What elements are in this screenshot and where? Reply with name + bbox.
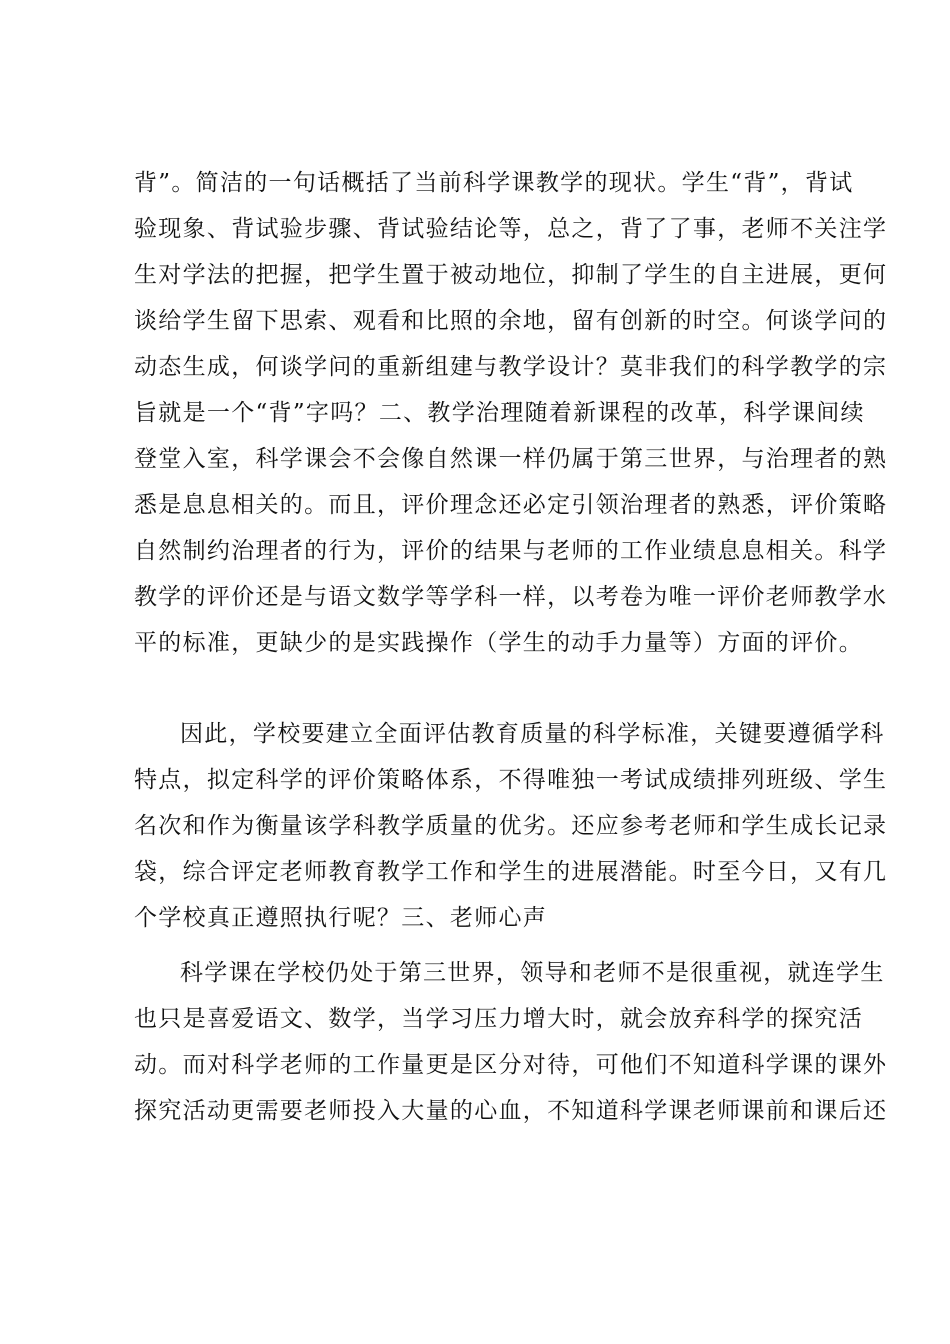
text-line: 也只是喜爱语文、数学，当学习压力增大时，就会放弃科学的探究活 [134,1006,863,1032]
text-line: 动。而对科学老师的工作量更是区分对待，可他们不知道科学课的课外 [134,1052,888,1078]
text-line: 名次和作为衡量该学科教学质量的优劣。还应参考老师和学生成长记录 [134,813,888,839]
text-line: 谈给学生留下思索、观看和比照的余地，留有创新的时空。何谈学问的 [134,308,888,334]
text-line: 个学校真正遵照执行呢？三、老师心声 [134,905,548,931]
paragraph-2 [134,711,888,941]
text-line: 自然制约治理者的行为，评价的结果与老师的工作业绩息息相关。科学 [134,538,888,564]
paragraph-1 [134,160,888,666]
text-line: 动态生成，何谈学问的重新组建与教学设计？莫非我们的科学教学的宗 [134,354,888,380]
text-line: 验现象、背试验步骤、背试验结论等，总之，背了了事，老师不关注学 [134,216,888,242]
text-line: 探究活动更需要老师投入大量的心血，不知道科学课老师课前和课后还 [134,1098,888,1124]
text-line: 生对学法的把握，把学生置于被动地位，抑制了学生的自主进展，更何 [134,262,888,288]
text-line: 科学课在学校仍处于第三世界，领导和老师不是很重视，就连学生 [180,960,885,986]
text-line: 平的标准，更缺少的是实践操作（学生的动手力量等）方面的评价。 [134,630,863,656]
text-line: 教学的评价还是与语文数学等学科一样，以考卷为唯一评价老师教学水 [134,584,888,610]
text-line: 登堂入室，科学课会不会像自然课一样仍属于第三世界，与治理者的熟 [134,446,888,472]
text-line: 旨就是一个“背”字吗？二、教学治理随着新课程的改革，科学课间续 [134,400,865,426]
text-line: 特点，拟定科学的评价策略体系，不得唯独一考试成绩排列班级、学生 [134,767,888,793]
text-line: 背”。简洁的一句话概括了当前科学课教学的现状。学生“背”，背试 [134,170,854,196]
text-line: 悉是息息相关的。而且，评价理念还必定引领治理者的熟悉，评价策略 [134,492,888,518]
paragraph-3 [134,950,888,1134]
text-line: 因此，学校要建立全面评估教育质量的科学标准，关键要遵循学科 [180,721,885,747]
text-line: 袋，综合评定老师教育教学工作和学生的进展潜能。时至今日，又有几 [134,859,888,885]
